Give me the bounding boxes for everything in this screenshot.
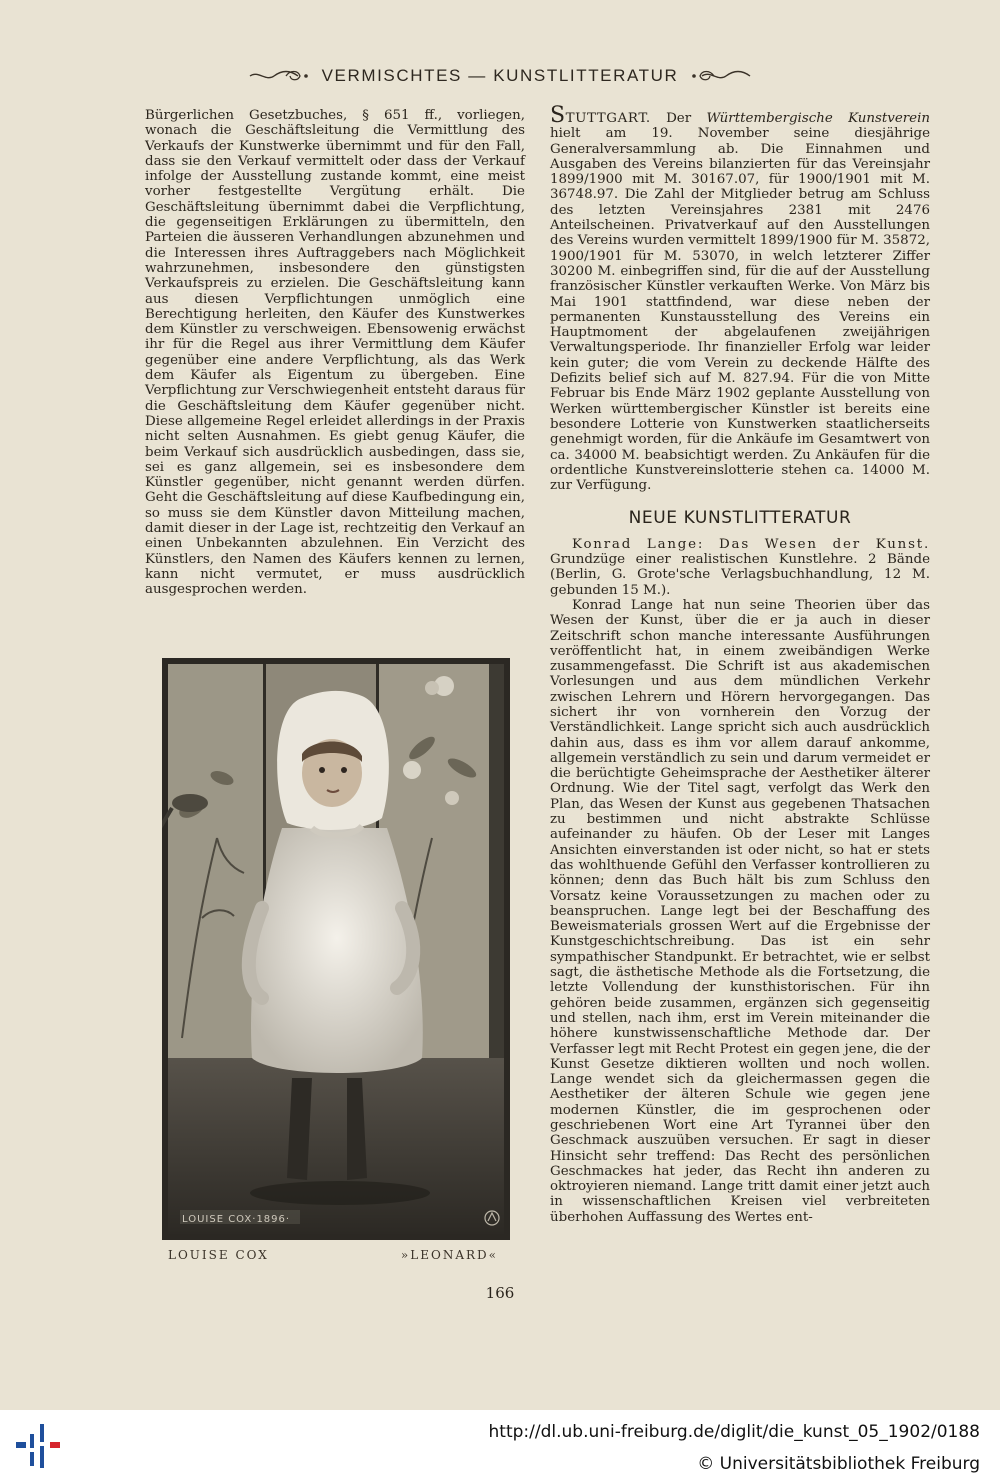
notice-place: TUTTGART. — [565, 111, 651, 126]
university-library-logo-icon — [14, 1422, 62, 1470]
ornament-right-icon — [690, 67, 752, 85]
notice-pre: Der — [650, 111, 707, 126]
footer-bar — [0, 1410, 1000, 1483]
painting-signature: LOUISE COX·1896· — [182, 1214, 291, 1225]
book-entry — [550, 537, 930, 598]
running-head — [0, 62, 1000, 90]
stuttgart-notice — [550, 103, 931, 494]
figure-caption — [168, 1248, 498, 1262]
right-column — [550, 103, 931, 1225]
book-review: Konrad Lange hat nun seine Theorien über das Wesen der Kunst, über die er ja auch in dieser Zeitschrift schon manche interessante Ausführungen veröffentlicht hat, in einem zweibändigen Werke zusammengefasst. Die Schrift ist aus akademischen Vorlesungen und aus dem mündlichen Verkehr zwischen Lehrern und Hörern hervorgegangen. Das sichert ihr von vornherein den Vorzug der Verständlichkeit. Lange spricht sich auch ausdrücklich dahin aus, dass es ihm vor allem darauf ankomme, allgemein verständlich zu sein und darum vermeidet er die berüchtigte Geheimsprache der Aesthetiker älterer Ordnung. Wie der Titel sagt, verfolgt das Werk den Plan, das Wesen der Kunst aus gegebenen Thatsachen zu bestimmen und nicht abstrakte Schlüsse aufeinander zu häufen. Ob der Leser mit Langes Ansichten einverstanden ist oder nicht, so hat er stets das wohlthuende Gefühl den Verfasser kontrollieren zu können; denn das Buch hält bis zum Schluss den Vorsatz keine Voraussetzungen zu machen oder zu beanspruchen. Lange legt bei der Beschaffung des Beweismaterials grossen Wert auf die Ergebnisse der Kunstgeschichtschreibung. Das ist ein sehr sympathischer Standpunkt. Er betrachtet, wie er selbst sagt, die ästhetische Methode als die Fortsetzung, die letzte Vollendung der kunsthistorischen. Für ihn gehören beide zusammen, ergänzen sich gegenseitig und stellen, nach ihm, erst im Verein miteinander die höhere kunstwissenschaftliche Methode dar. Der Verfasser legt mit Recht Protest ein gegen jene, die der Kunst Gesetze diktieren wollten und noch wollen. Lange wendet sich da gleichermassen gegen die Aesthetiker der älteren Schule wie gegen jene modernen Künstler, die im gesprochenen oder geschriebenen Wort eine Art Tyrannei über den Geschmack auszuüben versuchen. Er sagt in dieser Hinsicht sehr treffend: Das Recht des persönlichen Geschmackes hat jeder, das Recht ihn anderen zu oktroyieren niemand. Lange tritt damit einer jetzt auch in wissenschaftlichen Kreisen viel verbreiteten überhohen Auffassung des Wertes ent- — [550, 597, 930, 1225]
dropcap-letter: S — [550, 103, 566, 128]
book-title: Konrad Lange: Das Wesen der Kunst. — [572, 536, 930, 552]
caption-artist: LOUISE COX — [168, 1248, 269, 1262]
running-head-title: VERMISCHTES — KUNSTLITTERATUR — [321, 66, 679, 85]
section-heading: NEUE KUNSTLITTERATUR — [628, 508, 852, 529]
copyright-credit: © Universitätsbibliothek Freiburg — [697, 1454, 980, 1474]
page-number: 166 — [485, 1284, 515, 1302]
child-portrait-image — [162, 658, 510, 1240]
caption-title: »LEONARD« — [400, 1248, 498, 1262]
book-details: Grundzüge einer realistischen Kunstlehre. 2 Bände (Berlin, G. Grote'sche Verlagsbuchhandlung, 12 M. gebunden 15 M.). — [550, 552, 930, 598]
illustration-leonard — [162, 658, 510, 1240]
left-column — [145, 108, 525, 598]
source-url-link[interactable]: http://dl.ub.uni-freiburg.de/diglit/die_kunst_05_1902/0188 — [488, 1422, 980, 1442]
notice-text: hielt am 19. November seine diesjährige Generalversammlung ab. Die Einnahmen und Ausgaben des Vereins bilanzierten für das Vereinsjahr 1899/1900 mit M. 30167.07, für 1900/1901 mit M. 36748.97. Die Zahl der Mitglieder betrug am Schluss des letzten Vereinsjahres 2381 mit 2476 Anteilscheinen. Privatverkauf auf den Ausstellungen des Vereins wurden vermittelt 1899/1900 für M. 35872, 1900/1901 für M. 53070, in welch letzterer Ziffer 30200 M. einbegriffen sind, für die auf der Ausstellung französischer Künstler verkauften Werke. Von März bis Mai 1901 stattfindend, war diese neben der permanenten Kunstausstellung des Vereins ein Hauptmoment der abgelaufenen zweijährigen Verwaltungsperiode. Ihr finanzieller Erfolg war leider kein guter; die vom Verein zu deckende Hälfte des Defizits belief sich auf M. 827.94. Für die von Mitte Februar bis Ende März 1902 geplante Ausstellung von Werken württembergischer Künstler ist bereits eine besondere Lotterie von Kunstwerken staatlicherseits genehmigt worden, für die Ankäufe im Gesamtwert von ca. 34000 M. beabsichtigt werden. Zu Ankäufen für die ordentliche Kunstvereinslotterie stehen ca. 14000 M. zur Verfügung. — [550, 126, 930, 494]
legal-paragraph: Bürgerlichen Gesetzbuches, § 651 ff., vorliegen, wonach die Geschäftsleitung die Vermittlung des Verkaufs der Kunstwerke übernimmt und für den Fall, dass sie den Verkauf vermittelt oder dass der Verkauf infolge der Ausstellung zustande kommt, eine meist vorher festgestellte Vergütung erhält. Die Geschäftsleitung übernimmt dabei die Verpflichtung, die gegenseitigen Erklärungen zu übermitteln, den Parteien die äusseren Verhandlungen abzunehmen und die Interessen ihres Auftraggebers nach Möglichkeit wahrzunehmen, insbesondere den günstigsten Verkaufspreis zu erzielen. Die Geschäftsleitung kann aus diesen Verpflichtungen unmöglich eine Berechtigung herleiten, den Käufer des Kunstwerkes dem Künstler zu verschweigen. Ebensowenig erwächst ihr für die Regel aus ihrer Vermittlung dem Käufer gegenüber eine andere Verpflichtung, als das Werk dem Käufer als Eigentum zu übergeben. Eine Verpflichtung zur Verschwiegenheit entsteht daraus für die Geschäftsleitung dem Käufer gegenüber nicht. Diese allgemeine Regel erleidet allerdings in der Praxis nicht selten Ausnahmen. Es giebt genug Käufer, die beim Verkauf sich ausdrücklich ausbedingen, dass sie, sei es ganz allgemein, sei es insbesondere dem Künstler gegenüber, nicht genannt werden dürfen. Geht die Geschäftsleitung auf diese Kaufbedingung ein, so muss sie dem Künstler davon Mitteilung machen, damit dieser in der Lage ist, rechtzeitig den Verkauf an einen Unbekannten abzulehnen. Ein Verzicht des Künstlers, den Namen des Käufers kennen zu lernen, kann nicht vermutet, er muss ausdrücklich ausgesprochen werden. — [145, 108, 525, 598]
notice-society: Württembergische Kunstverein — [706, 111, 931, 126]
ornament-left-icon — [248, 67, 310, 85]
